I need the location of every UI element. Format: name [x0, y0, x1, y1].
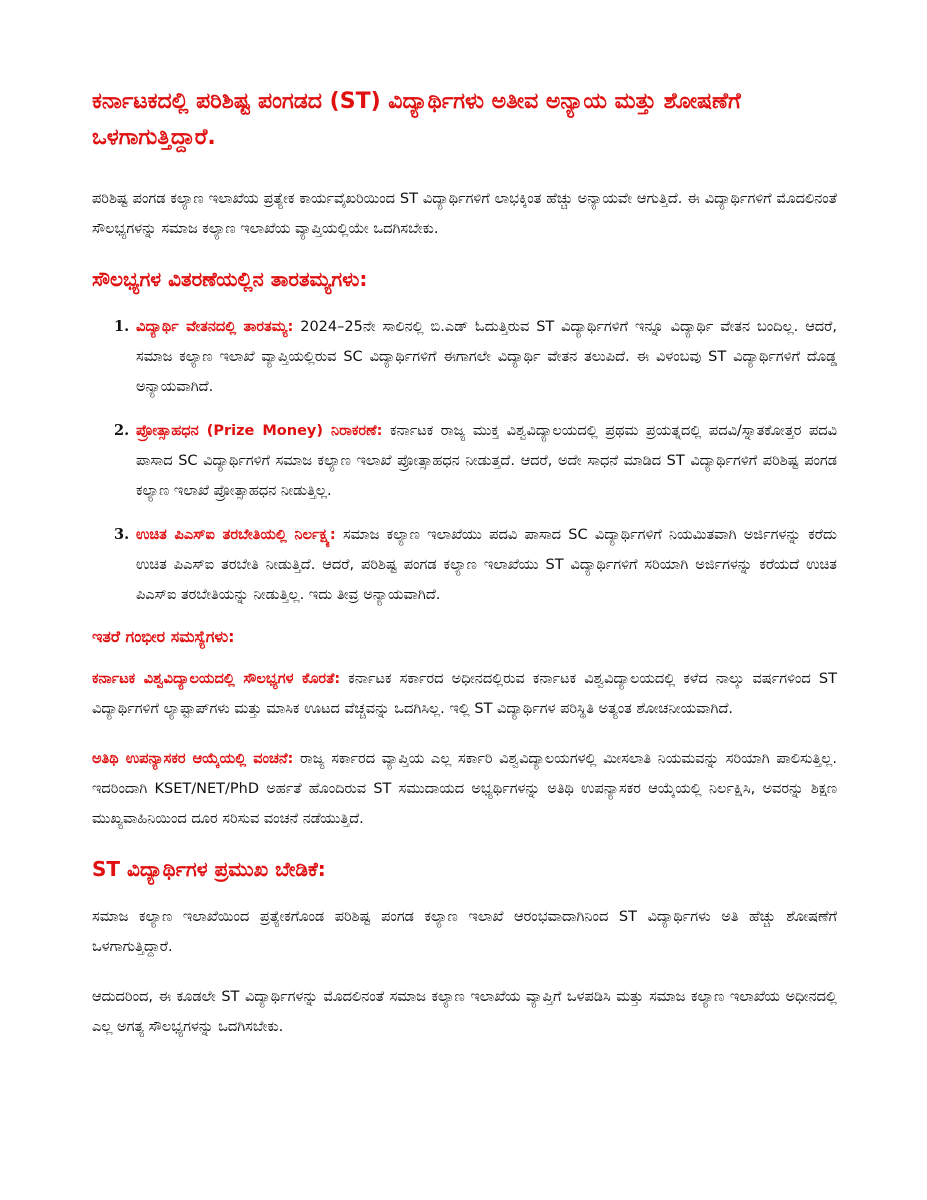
- issue-paragraph: [92, 664, 837, 724]
- document-page: [92, 84, 837, 1062]
- list-item: [114, 520, 837, 610]
- issue-lead: ಕರ್ನಾಟಕ ವಿಶ್ವವಿದ್ಯಾಲಯದಲ್ಲಿ ಸೌಲಭ್ಯಗಳ ಕೊರತೆ:: [92, 671, 341, 687]
- issue-paragraph: [92, 744, 837, 834]
- list-item-text: ಸಮಾಜ ಕಲ್ಯಾಣ ಇಲಾಖೆಯು ಪದವಿ ಪಾಸಾದ SC ವಿದ್ಯಾರ್ಥಿಗಳಿಗೆ ನಿಯಮಿತವಾಗಿ ಅರ್ಜಿಗಳನ್ನು ಕರೆದು ಉಚಿತ ಪಿಎಸ್ಐ ತರಬೇತಿ ನೀಡುತ್ತಿದೆ. ಆದರೆ, ಪರಿಶಿಷ್ಟ ಪಂಗಡ ಕಲ್ಯಾಣ ಇಲಾಖೆಯು ST ವಿದ್ಯಾರ್ಥಿಗಳಿಗೆ ಸರಿಯಾಗಿ ಅರ್ಜಿಗಳನ್ನು ಕರೆಯದೆ ಉಚಿತ ಪಿಎಸ್ಐ ತರಬೇತಿಯನ್ನು ನೀಡುತ್ತಿಲ್ಲ. ಇದು ತೀವ್ರ ಅನ್ಯಾಯವಾಗಿದೆ.: [136, 527, 837, 603]
- issue-text: ಕರ್ನಾಟಕ ಸರ್ಕಾರದ ಅಧೀನದಲ್ಲಿರುವ ಕರ್ನಾಟಕ ವಿಶ್ವವಿದ್ಯಾಲಯದಲ್ಲಿ ಕಳೆದ ನಾಲ್ಕು ವರ್ಷಗಳಿಂದ ST ವಿದ್ಯಾರ್ಥಿಗಳಿಗೆ ಲ್ಯಾಪ್ಟಾಪ್‌ಗಳು ಮತ್ತು ಮಾಸಿಕ ಊಟದ ವೆಚ್ಚವನ್ನು ಒದಗಿಸಿಲ್ಲ. ಇಲ್ಲಿ ST ವಿದ್ಯಾರ್ಥಿಗಳ ಪರಿಸ್ಥಿತಿ ಅತ್ಯಂತ ಶೋಚನೀಯವಾಗಿದೆ.: [92, 671, 837, 717]
- list-number: 1.: [114, 318, 130, 335]
- section-heading-discrimination: ಸೌಲಭ್ಯಗಳ ವಿತರಣೆಯಲ್ಲಿನ ತಾರತಮ್ಯಗಳು:: [92, 267, 368, 291]
- document-title: ಕರ್ನಾಟಕದಲ್ಲಿ ಪರಿಶಿಷ್ಟ ಪಂಗಡದ (ST) ವಿದ್ಯಾರ್ಥಿಗಳು ಅತೀವ ಅನ್ಯಾಯ ಮತ್ತು ಶೋಷಣೆಗೆ ಒಳಗಾಗುತ್ತಿದ್ದಾರೆ.: [92, 89, 741, 150]
- list-item-lead: ಉಚಿತ ಪಿಎಸ್ಐ ತರಬೇತಿಯಲ್ಲಿ ನಿರ್ಲಕ್ಷ್ಯ:: [136, 527, 336, 543]
- demand-paragraph: ಆದುದರಿಂದ, ಈ ಕೂಡಲೇ ST ವಿದ್ಯಾರ್ಥಿಗಳನ್ನು ಮೊದಲಿನಂತೆ ಸಮಾಜ ಕಲ್ಯಾಣ ಇಲಾಖೆಯ ವ್ಯಾಪ್ತಿಗೆ ಒಳಪಡಿಸಿ ಮತ್ತು ಸಮಾಜ ಕಲ್ಯಾಣ ಇಲಾಖೆಯ ಅಧೀನದಲ್ಲಿ ಎಲ್ಲ ಅಗತ್ಯ ಸೌಲಭ್ಯಗಳನ್ನು ಒದಗಿಸಬೇಕು.: [92, 989, 837, 1035]
- demand-paragraph: ಸಮಾಜ ಕಲ್ಯಾಣ ಇಲಾಖೆಯಿಂದ ಪ್ರತ್ಯೇಕಗೊಂಡ ಪರಿಶಿಷ್ಟ ಪಂಗಡ ಕಲ್ಯಾಣ ಇಲಾಖೆ ಆರಂಭವಾದಾಗಿನಿಂದ ST ವಿದ್ಯಾರ್ಥಿಗಳು ಅತಿ ಹೆಚ್ಚು ಶೋಷಣೆಗೆ ಒಳಗಾಗುತ್ತಿದ್ದಾರೆ.: [92, 909, 837, 955]
- list-item-text: ಕರ್ನಾಟಕ ರಾಜ್ಯ ಮುಕ್ತ ವಿಶ್ವವಿದ್ಯಾಲಯದಲ್ಲಿ ಪ್ರಥಮ ಪ್ರಯತ್ನದಲ್ಲಿ ಪದವಿ/ಸ್ನಾತಕೋತ್ತರ ಪದವಿ ಪಾಸಾದ SC ವಿದ್ಯಾರ್ಥಿಗಳಿಗೆ ಸಮಾಜ ಕಲ್ಯಾಣ ಇಲಾಖೆ ಪ್ರೋತ್ಸಾಹಧನ ನೀಡುತ್ತದೆ. ಆದರೆ, ಅದೇ ಸಾಧನೆ ಮಾಡಿದ ST ವಿದ್ಯಾರ್ಥಿಗಳಿಗೆ ಪರಿಶಿಷ್ಟ ಪಂಗಡ ಕಲ್ಯಾಣ ಇಲಾಖೆ ಪ್ರೋತ್ಸಾಹಧನ ನೀಡುತ್ತಿಲ್ಲ.: [136, 423, 837, 499]
- section-heading-other-issues: ಇತರೆ ಗಂಭೀರ ಸಮಸ್ಯೆಗಳು:: [92, 627, 235, 646]
- list-item-lead: ವಿದ್ಯಾರ್ಥಿ ವೇತನದಲ್ಲಿ ತಾರತಮ್ಯ:: [136, 319, 294, 335]
- section-heading-main-demand: ST ವಿದ್ಯಾರ್ಥಿಗಳ ಪ್ರಮುಖ ಬೇಡಿಕೆ:: [92, 857, 326, 881]
- intro-paragraph: ಪರಿಶಿಷ್ಟ ಪಂಗಡ ಕಲ್ಯಾಣ ಇಲಾಖೆಯ ಪ್ರತ್ಯೇಕ ಕಾರ್ಯವೈಖರಿಯಿಂದ ST ವಿದ್ಯಾರ್ಥಿಗಳಿಗೆ ಲಾಭಕ್ಕಿಂತ ಹೆಚ್ಚು ಅನ್ಯಾಯವೇ ಆಗುತ್ತಿದೆ. ಈ ವಿದ್ಯಾರ್ಥಿಗಳಿಗೆ ಮೊದಲಿನಂತೆ ಸೌಲಭ್ಯಗಳನ್ನು ಸಮಾಜ ಕಲ್ಯಾಣ ಇಲಾಖೆಯ ವ್ಯಾಪ್ತಿಯಲ್ಲಿಯೇ ಒದಗಿಸಬೇಕು.: [92, 191, 837, 237]
- list-item: [114, 312, 837, 402]
- list-item: [114, 416, 837, 506]
- issue-lead: ಅತಿಥಿ ಉಪನ್ಯಾಸಕರ ಆಯ್ಕೆಯಲ್ಲಿ ವಂಚನೆ:: [92, 751, 294, 767]
- list-number: 3.: [114, 526, 130, 543]
- list-number: 2.: [114, 422, 130, 439]
- list-item-lead: ಪ್ರೋತ್ಸಾಹಧನ (Prize Money) ನಿರಾಕರಣೆ:: [136, 423, 383, 439]
- discrimination-list: [92, 312, 837, 610]
- list-item-text: 2024–25ನೇ ಸಾಲಿನಲ್ಲಿ ಬಿ.ಎಡ್ ಓದುತ್ತಿರುವ ST ವಿದ್ಯಾರ್ಥಿಗಳಿಗೆ ಇನ್ನೂ ವಿದ್ಯಾರ್ಥಿ ವೇತನ ಬಂದಿಲ್ಲ. ಆದರೆ, ಸಮಾಜ ಕಲ್ಯಾಣ ಇಲಾಖೆ ವ್ಯಾಪ್ತಿಯಲ್ಲಿರುವ SC ವಿದ್ಯಾರ್ಥಿಗಳಿಗೆ ಈಗಾಗಲೇ ವಿದ್ಯಾರ್ಥಿ ವೇತನ ತಲುಪಿದೆ. ಈ ವಿಳಂಬವು ST ವಿದ್ಯಾರ್ಥಿಗಳಿಗೆ ದೊಡ್ಡ ಅನ್ಯಾಯವಾಗಿದೆ.: [136, 319, 837, 395]
- issue-text: ರಾಜ್ಯ ಸರ್ಕಾರದ ವ್ಯಾಪ್ತಿಯ ಎಲ್ಲ ಸರ್ಕಾರಿ ವಿಶ್ವವಿದ್ಯಾಲಯಗಳಲ್ಲಿ ಮೀಸಲಾತಿ ನಿಯಮವನ್ನು ಸರಿಯಾಗಿ ಪಾಲಿಸುತ್ತಿಲ್ಲ. ಇದರಿಂದಾಗಿ KSET/NET/PhD ಅರ್ಹತೆ ಹೊಂದಿರುವ ST ಸಮುದಾಯದ ಅಭ್ಯರ್ಥಿಗಳನ್ನು ಅತಿಥಿ ಉಪನ್ಯಾಸಕರ ಆಯ್ಕೆಯಲ್ಲಿ ನಿರ್ಲಕ್ಷಿಸಿ, ಅವರನ್ನು ಶಿಕ್ಷಣ ಮುಖ್ಯವಾಹಿನಿಯಿಂದ ದೂರ ಸರಿಸುವ ವಂಚನೆ ನಡೆಯುತ್ತಿದೆ.: [92, 751, 837, 827]
